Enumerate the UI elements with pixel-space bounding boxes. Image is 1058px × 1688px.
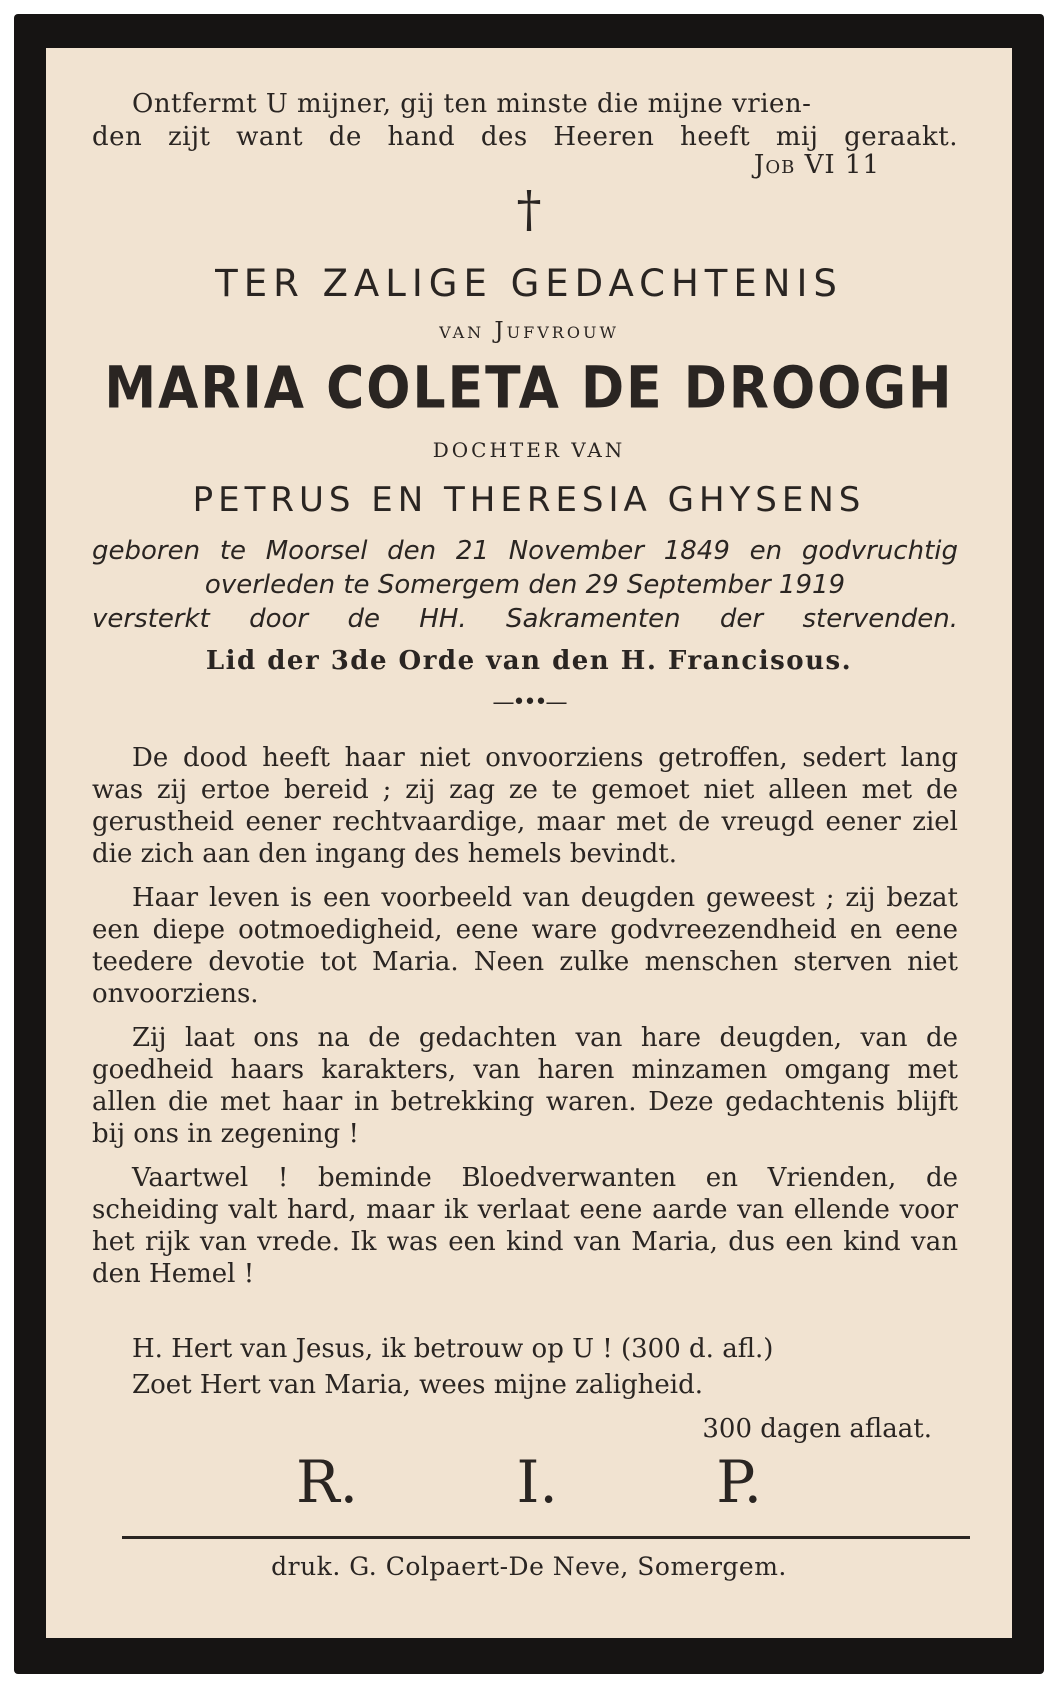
prayers	[92, 1328, 958, 1406]
title-van-jufvrouw: van Jufvrouw	[439, 318, 619, 344]
sacraments-line: versterkt door de HH. Sakramenten der stervenden.	[92, 604, 958, 634]
birth-line: geboren te Moorsel den 21 November 1849 en godvruchtig	[92, 536, 958, 566]
printer-credit: druk. G. Colpaert-De Neve, Somergem.	[271, 1552, 787, 1581]
parents-names: PETRUS EN THERESIA GHYSENS	[192, 480, 866, 520]
life-dates	[92, 534, 958, 636]
deceased-name: MARIA COLETA DE DROOGH	[104, 355, 954, 423]
epigraph	[92, 88, 958, 154]
death-line: overleden te Somergem den 29 September 1919	[204, 570, 846, 600]
paragraph-3: Zij laat ons na de gedachten van hare deugden, van de goedheid haars karakters, van haren minzamen omgang met allen die met haar in betrekking waren. Deze gedachtenis blijft bij ons in zegening !	[92, 1023, 958, 1149]
ornament-divider: —•••—	[492, 690, 566, 715]
paragraph-2: Haar leven is een voorbeeld van deugden geweest ; zij bezat een diepe ootmoedigheid, eene ware godvreezendheid en eene teedere devotie tot Maria. Neen zulke menschen sterven niet onvoorziens.	[92, 883, 958, 1009]
prayer-1: H. Hert van Jesus, ik betrouw op U ! (300 d. afl.)	[132, 1334, 774, 1364]
rip: R. I. P.	[295, 1448, 763, 1516]
daughter-of-label: DOCHTER VAN	[432, 438, 626, 462]
indulgence-note: 300 dagen aflaat.	[702, 1414, 932, 1444]
paragraph-4: Vaartwel ! beminde Bloedverwanten en Vrienden, de scheiding valt hard, maar ik verlaat eene aarde van ellende voor het rijk van vrede. Ik was een kind van Maria, dus een kind van den Hemel !	[92, 1163, 958, 1289]
prayer-2: Zoet Hert van Maria, wees mijne zaligheid.	[132, 1370, 704, 1400]
order-membership: Lid der 3de Orde van den H. Francisous.	[205, 646, 853, 676]
paragraph-1: De dood heeft haar niet onvoorziens getroffen, sedert lang was zij ertoe bereid ; zij zag ze te gemoet niet alleen met de gerustheid eener rechtvaardige, maar met de vreugd eener ziel die zich aan den ingang des hemels bevindt.	[92, 743, 958, 869]
cross-icon: †	[516, 180, 542, 238]
epigraph-line-1: Ontfermt U mijner, gij ten minste die mijne vrien-	[132, 89, 812, 119]
divider-rule	[122, 1536, 970, 1539]
epigraph-reference: Job VI 11	[753, 150, 880, 180]
memorial-text	[92, 742, 958, 1302]
epigraph-line-2: den zijt want de hand des Heeren heeft mij geraakt.	[92, 122, 958, 152]
memorial-heading: TER ZALIGE GEDACHTENIS	[215, 262, 843, 305]
